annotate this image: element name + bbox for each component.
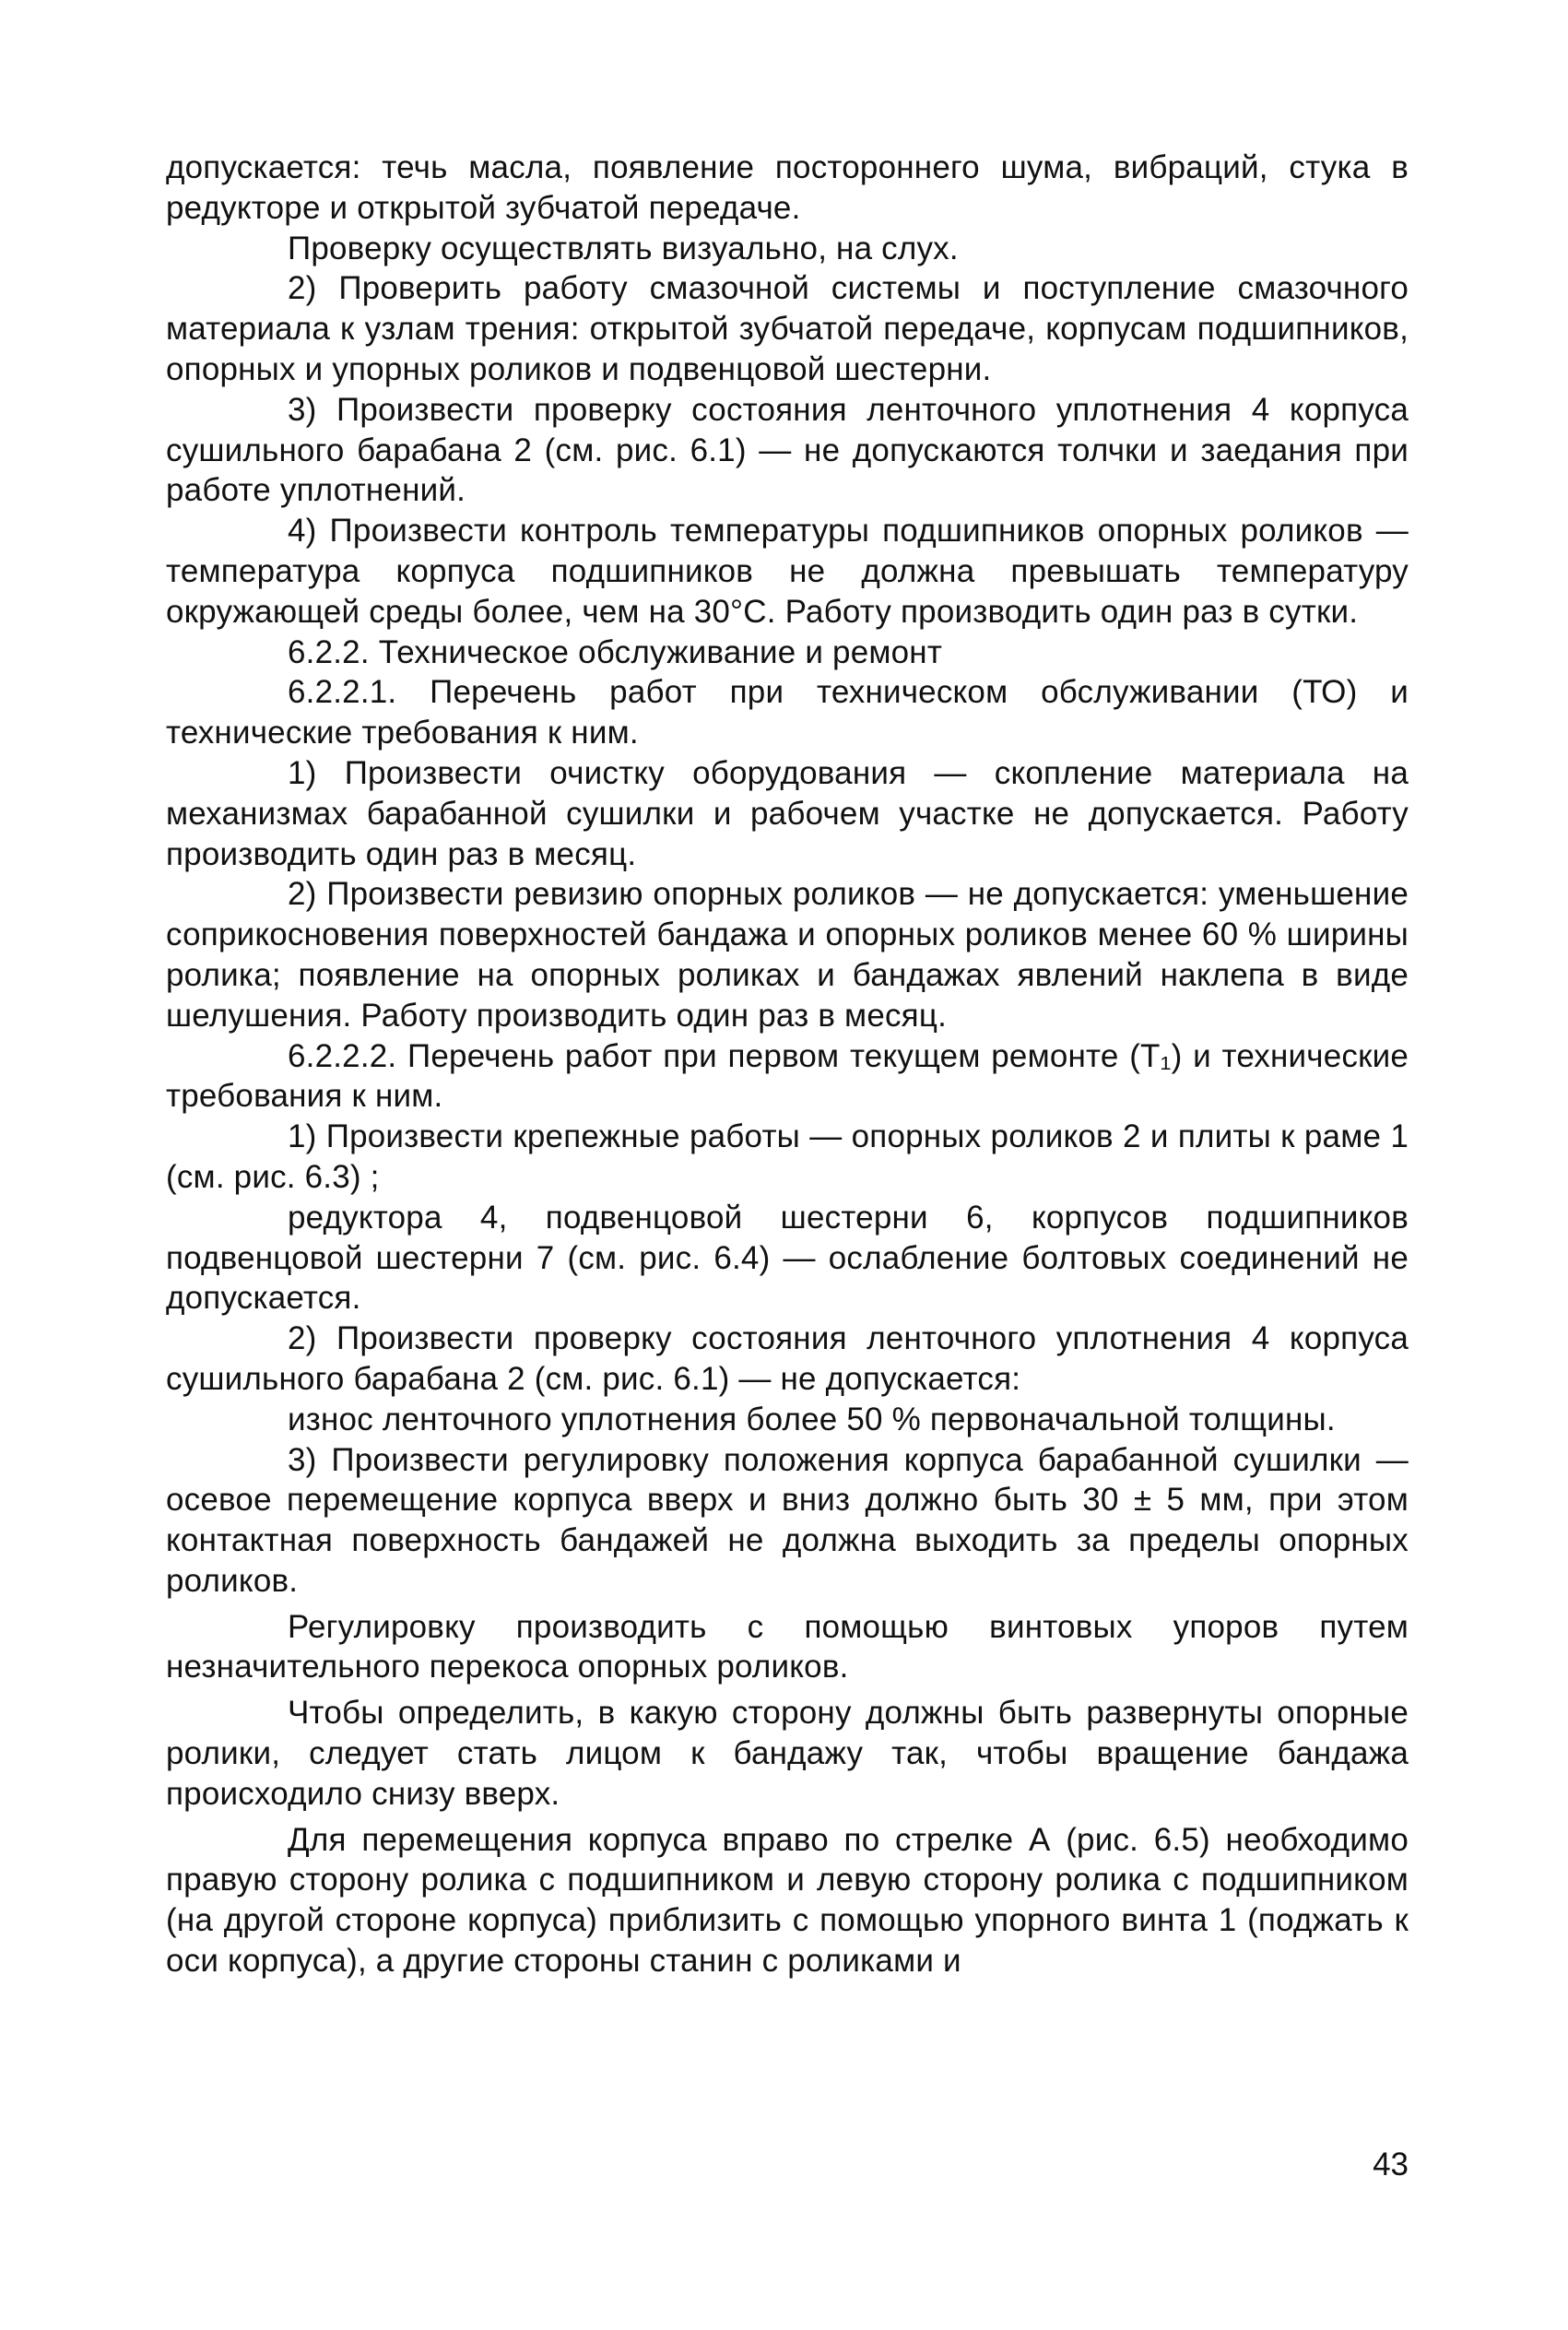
subsection-heading: 6.2.2.1. Перечень работ при техническом обслуживании (ТО) и технические требования к ним. (166, 674, 1409, 751)
paragraph: 1) Произвести очистку оборудования — скопление материала на механизмах барабанной сушилки и рабочем участке не допускается. Работу производить один раз в месяц. (166, 754, 1409, 872)
paragraph: 3) Произвести регулировку положения корпуса барабанной сушилки — осевое перемещение корпуса вверх и вниз должно быть 30 ± 5 мм, при этом контактная поверхность бандажей не должна выходить за пределы опорных роликов. (166, 1441, 1409, 1599)
paragraph: 2) Проверить работу смазочной системы и поступление смазочного материала к узлам трения: открытой зубчатой передаче, корпусам подшипников, опорных и упорных роликов и подвенцовой шестерни. (166, 270, 1409, 387)
paragraph: Регулировку производить с помощью винтовых упоров путем незначительного перекоса опорных роликов. (166, 1608, 1409, 1685)
paragraph: допускается: течь масла, появление постороннего шума, вибраций, стука в редукторе и открытой зубчатой передаче. (166, 149, 1409, 226)
paragraph: Чтобы определить, в какую сторону должны быть развернуты опорные ролики, следует стать лицом к бандажу так, чтобы вращение бандажа происходило снизу вверх. (166, 1695, 1409, 1812)
paragraph: 1) Произвести крепежные работы — опорных роликов 2 и плиты к раме 1 (см. рис. 6.3) ; (166, 1118, 1409, 1195)
paragraph: 2) Произвести проверку состояния ленточного уплотнения 4 корпуса сушильного барабана 2 (см. рис. 6.1) — не допускается: (166, 1320, 1409, 1397)
paragraph: 4) Произвести контроль температуры подшипников опорных роликов — температура корпуса подшипников не должна превышать температуру окружающей среды более, чем на 30°С. Работу производить один раз в сутки. (166, 513, 1409, 630)
paragraph: Для перемещения корпуса вправо по стрелке А (рис. 6.5) необходимо правую сторону ролика с подшипником и левую сторону ролика с подшипником (на другой стороне корпуса) приблизить с помощью упорного винта 1 (поджать к оси корпуса), а другие стороны станин с роликами и (166, 1821, 1409, 1980)
paragraph: Проверку осуществлять визуально, на слух. (288, 230, 959, 266)
page-number: 43 (1373, 2147, 1409, 2182)
paragraph: редуктора 4, подвенцовой шестерни 6, корпусов подшипников подвенцовой шестерни 7 (см. рис. 6.4) — ослабление болтовых соединений не допускается. (166, 1199, 1409, 1317)
paragraph: 2) Произвести ревизию опорных роликов — не допускается: уменьшение соприкосновения поверхностей бандажа и опорных роликов менее 60 % ширины ролика; появление на опорных роликах и бандажах явлений наклепа в виде шелушения. Работу производить один раз в месяц. (166, 876, 1409, 1034)
section-heading: 6.2.2. Техническое обслуживание и ремонт (288, 633, 943, 670)
document-page (166, 148, 1409, 1981)
subsection-heading: 6.2.2.2. Перечень работ при первом текущем ремонте (Т₁) и технические требования к ним. (166, 1037, 1409, 1115)
paragraph: 3) Произвести проверку состояния ленточного уплотнения 4 корпуса сушильного барабана 2 (см. рис. 6.1) — не допускаются толчки и заедания при работе уплотнений. (166, 391, 1409, 509)
paragraph: износ ленточного уплотнения более 50 % первоначальной толщины. (288, 1401, 1336, 1437)
